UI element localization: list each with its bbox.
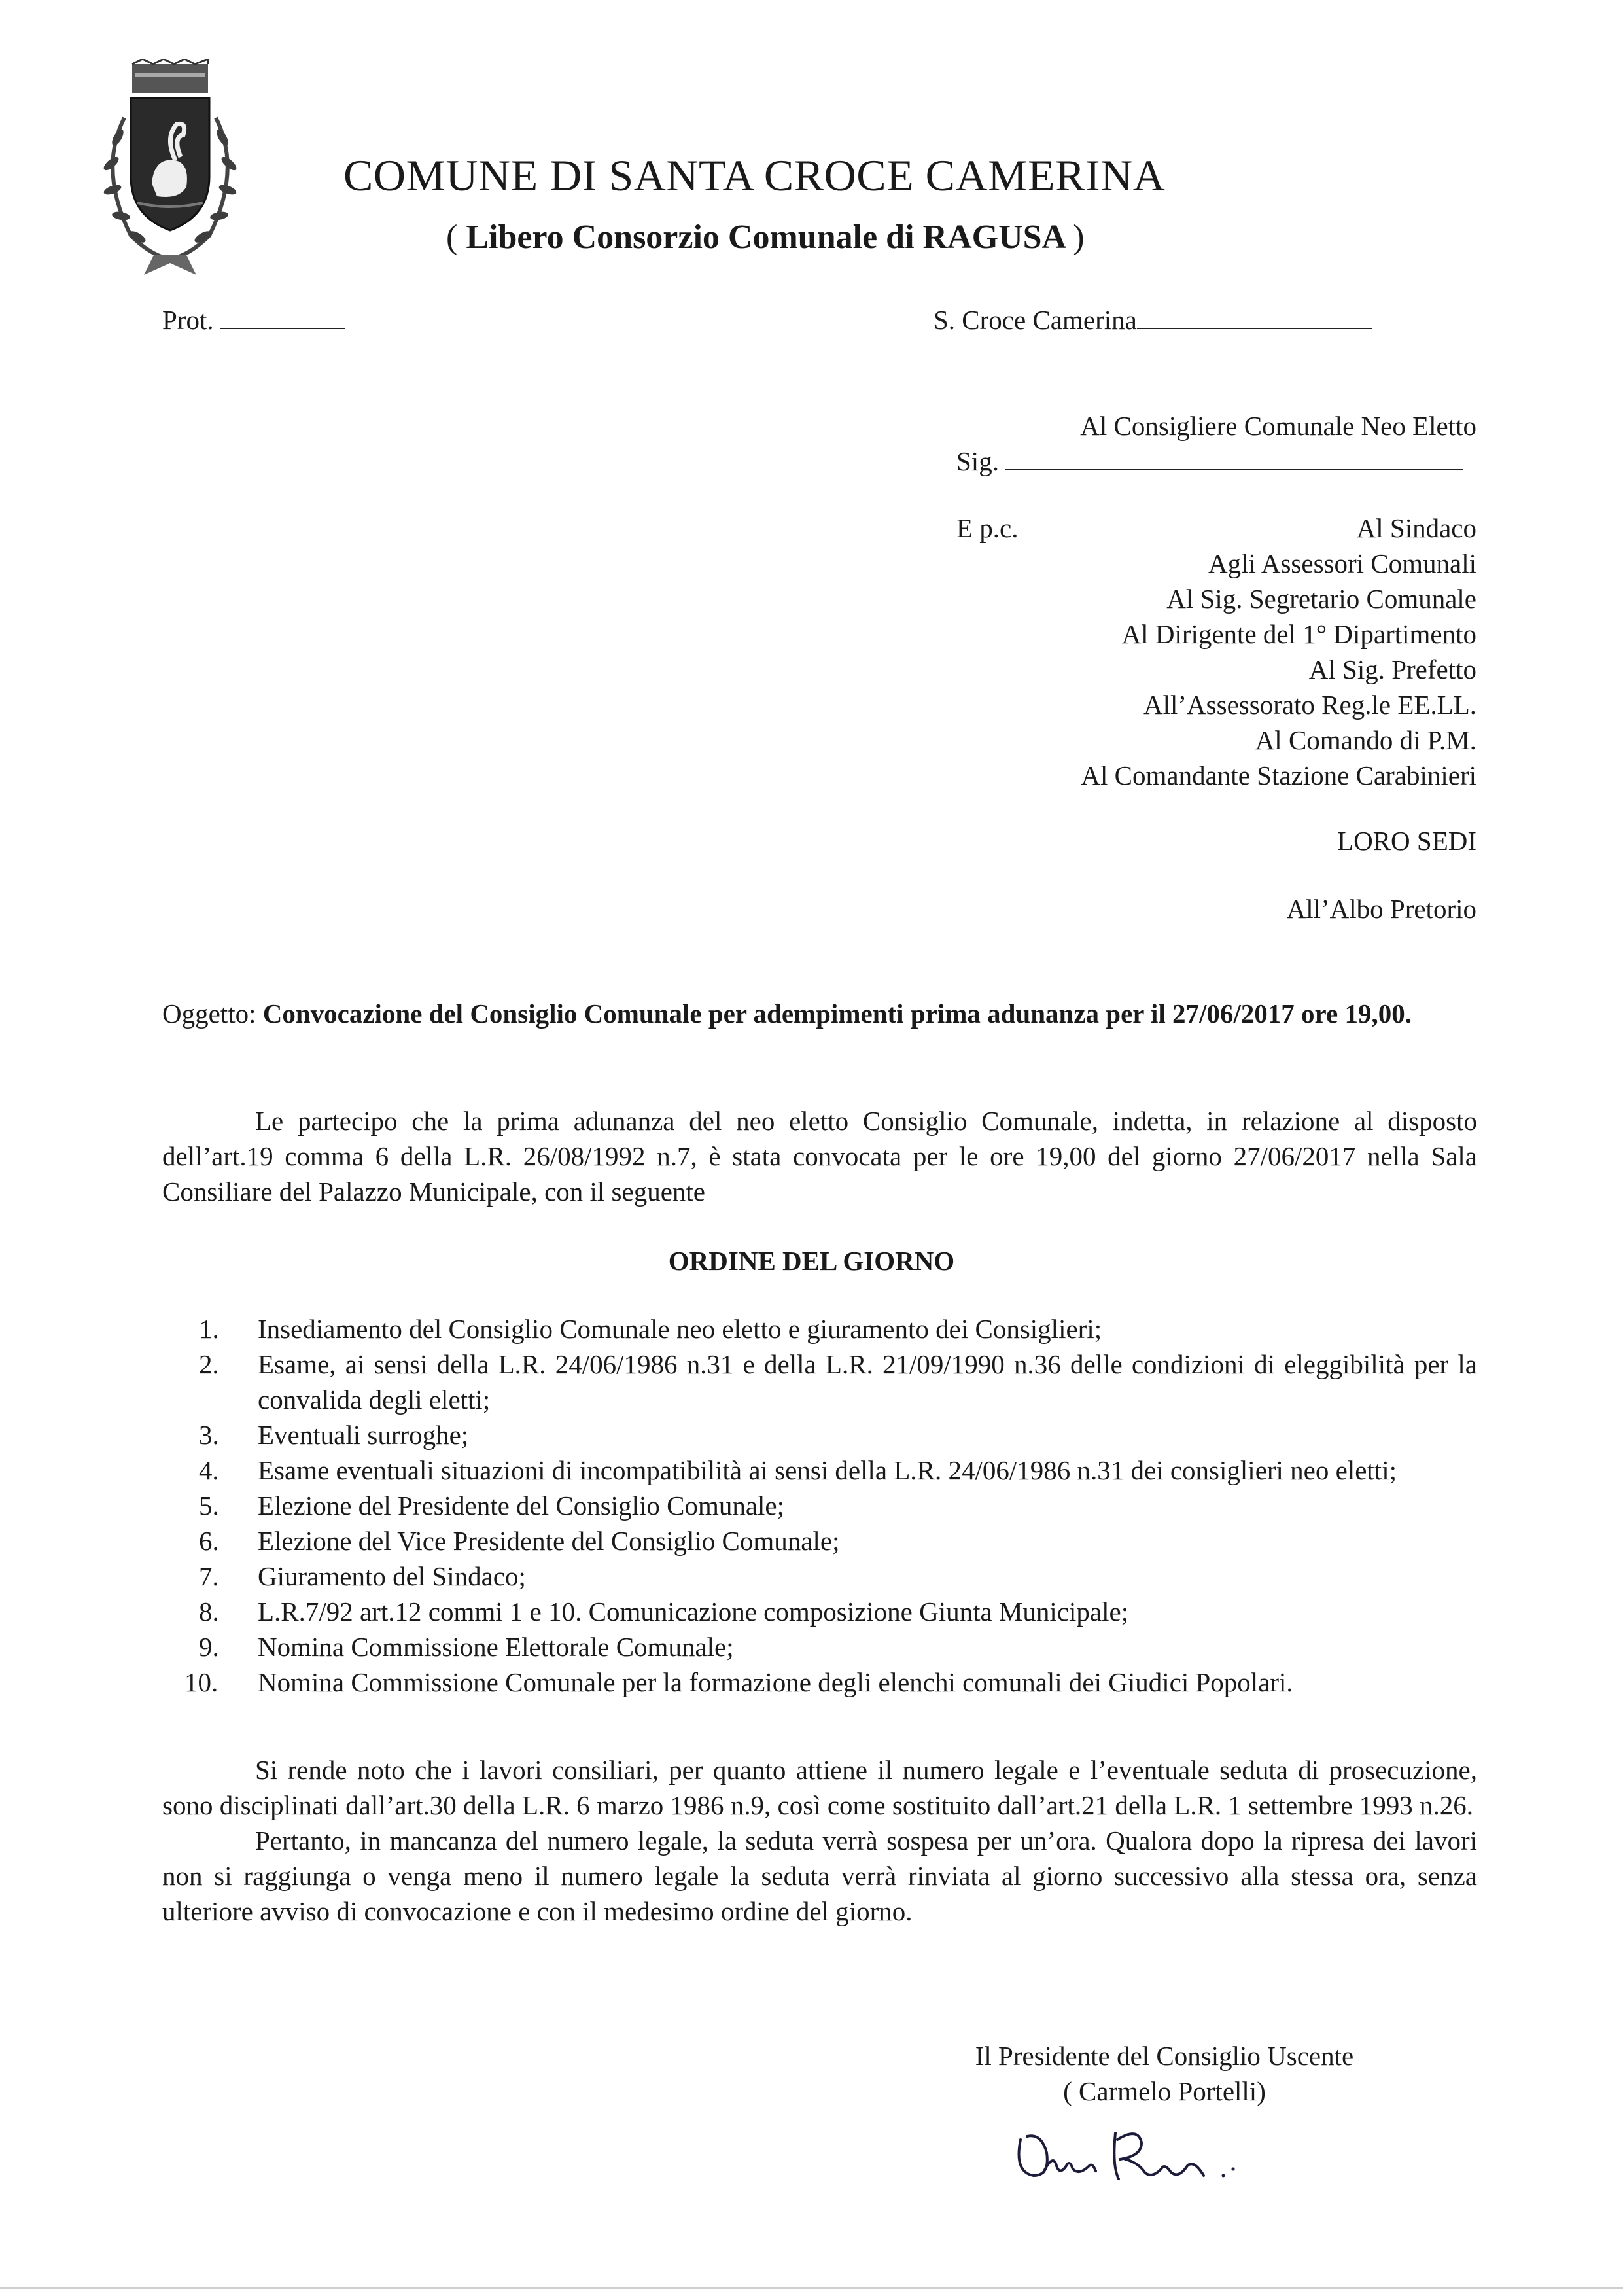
protocol-line — [162, 302, 345, 338]
agenda-item-text: Esame eventuali situazioni di incompatibilità ai sensi della L.R. 24/06/1986 n.31 dei consiglieri neo eletti; — [258, 1455, 1397, 1485]
agenda-item-text: Elezione del Vice Presidente del Consiglio Comunale; — [258, 1526, 840, 1556]
agenda-item-number: 9. — [199, 1632, 219, 1662]
signer-name: ( Carmelo Portelli) — [1063, 2076, 1266, 2106]
agenda-item-number: 3. — [199, 1420, 219, 1450]
agenda-list — [162, 1311, 1477, 1700]
agenda-item — [162, 1559, 1477, 1594]
addressee-heading: Al Consigliere Comunale Neo Eletto — [1080, 411, 1476, 441]
place-date-line — [934, 302, 1372, 338]
page-bottom-edge — [0, 2287, 1623, 2289]
agenda-item — [162, 1594, 1477, 1629]
agenda-item — [162, 1665, 1477, 1700]
agenda-item-number: 1. — [199, 1314, 219, 1344]
agenda-item-text: Nomina Commissione Elettorale Comunale; — [258, 1632, 734, 1662]
agenda-item-number: 5. — [199, 1491, 219, 1521]
recipient-item: Al Sindaco — [1356, 513, 1476, 543]
municipality-title: COMUNE DI SANTA CROCE CAMERINA — [343, 150, 1166, 200]
handwritten-signature — [1007, 2113, 1269, 2199]
agenda-title: ORDINE DEL GIORNO — [668, 1246, 955, 1276]
agenda-item-number: 8. — [199, 1597, 219, 1627]
closing-paragraphs — [162, 1752, 1477, 1929]
sig-line — [956, 444, 1463, 479]
subject-text: Convocazione del Consiglio Comunale per adempimenti prima adunanza per il 27/06/2017 ore 19,00. — [262, 998, 1412, 1029]
place-label: S. Croce Camerina — [934, 305, 1137, 335]
signer-role: Il Presidente del Consiglio Uscente — [975, 2041, 1354, 2071]
agenda-item-text: Esame, ai sensi della L.R. 24/06/1986 n.31 e della L.R. 21/09/1990 n.36 delle condizioni di eleggibilità per la convalida degli eletti; — [258, 1349, 1477, 1415]
subject-label: Oggetto: — [162, 998, 256, 1029]
loro-sedi: LORO SEDI — [1337, 826, 1476, 856]
agenda-item — [162, 1311, 1477, 1347]
agenda-item-number: 6. — [199, 1526, 219, 1556]
subtitle-open-paren: ( — [446, 219, 458, 256]
sig-label: Sig. — [956, 446, 999, 476]
agenda-item — [162, 1453, 1477, 1488]
intro-paragraph — [162, 1103, 1477, 1209]
subtitle-close-paren: ) — [1073, 219, 1085, 256]
subtitle-text: Libero Consorzio Comunale di RAGUSA — [457, 219, 1073, 256]
recipient-item: All’Assessorato Reg.le EE.LL. — [1143, 690, 1476, 720]
agenda-item-text: Elezione del Presidente del Consiglio Comunale; — [258, 1491, 785, 1521]
recipient-item: Al Comandante Stazione Carabinieri — [1081, 760, 1476, 790]
date-blank — [1137, 306, 1372, 329]
agenda-item-number: 10. — [184, 1667, 218, 1697]
agenda-item-number: 2. — [199, 1349, 219, 1379]
recipient-item: Al Sig. Prefetto — [1308, 654, 1476, 684]
municipality-subtitle — [446, 216, 1085, 259]
subject-line — [162, 996, 1477, 1031]
agenda-item-text: L.R.7/92 art.12 commi 1 e 10. Comunicazione composizione Giunta Municipale; — [258, 1597, 1129, 1627]
recipient-item: Agli Assessori Comunali — [1208, 548, 1476, 578]
agenda-item-text: Nomina Commissione Comunale per la formazione degli elenchi comunali dei Giudici Popolari. — [258, 1667, 1293, 1697]
sig-blank — [1005, 447, 1463, 470]
prot-blank — [220, 306, 345, 329]
agenda-item-number: 7. — [199, 1561, 219, 1591]
prot-label: Prot. — [162, 305, 214, 335]
signature-block — [903, 2038, 1426, 2109]
agenda-item-number: 4. — [199, 1455, 219, 1485]
agenda-item — [162, 1347, 1477, 1417]
albo-pretorio: All’Albo Pretorio — [1286, 894, 1476, 924]
epc-label: E p.c. — [956, 513, 1019, 543]
recipient-item: Al Dirigente del 1° Dipartimento — [1121, 619, 1476, 649]
municipal-crest-icon — [92, 59, 249, 281]
agenda-item — [162, 1488, 1477, 1523]
agenda-item-text: Insediamento del Consiglio Comunale neo eletto e giuramento dei Consiglieri; — [258, 1314, 1102, 1344]
recipient-item: Al Comando di P.M. — [1255, 725, 1476, 755]
agenda-item — [162, 1417, 1477, 1453]
recipient-item: Al Sig. Segretario Comunale — [1166, 584, 1476, 614]
agenda-item — [162, 1629, 1477, 1665]
agenda-item-text: Giuramento del Sindaco; — [258, 1561, 526, 1591]
agenda-item-text: Eventuali surroghe; — [258, 1420, 469, 1450]
closing-paragraph: Pertanto, in mancanza del numero legale, la seduta verrà sospesa per un’ora. Qualora dopo la ripresa dei lavori non si raggiunga o venga meno il numero legale la seduta verrà rinviata al giorno successivo alla stessa ora, senza ulteriore avviso di convocazione e con il medesimo ordine del giorno. — [162, 1826, 1477, 1926]
closing-paragraph: Si rende noto che i lavori consiliari, per quanto attiene il numero legale e l’eventuale seduta di prosecuzione, sono disciplinati dall’art.30 della L.R. 6 marzo 1986 n.9, così come sostituito dall’art.21 della L.R. 1 settembre 1993 n.26. — [162, 1755, 1477, 1820]
intro-text: Le partecipo che la prima adunanza del neo eletto Consiglio Comunale, indetta, in relazione al disposto dell’art.19 comma 6 della L.R. 26/08/1992 n.7, è stata convocata per le ore 19,00 del giorno 27/06/2017 nella Sala Consiliare del Palazzo Municipale, con il seguente — [162, 1106, 1477, 1207]
agenda-item — [162, 1523, 1477, 1559]
recipients-list — [1081, 510, 1476, 793]
